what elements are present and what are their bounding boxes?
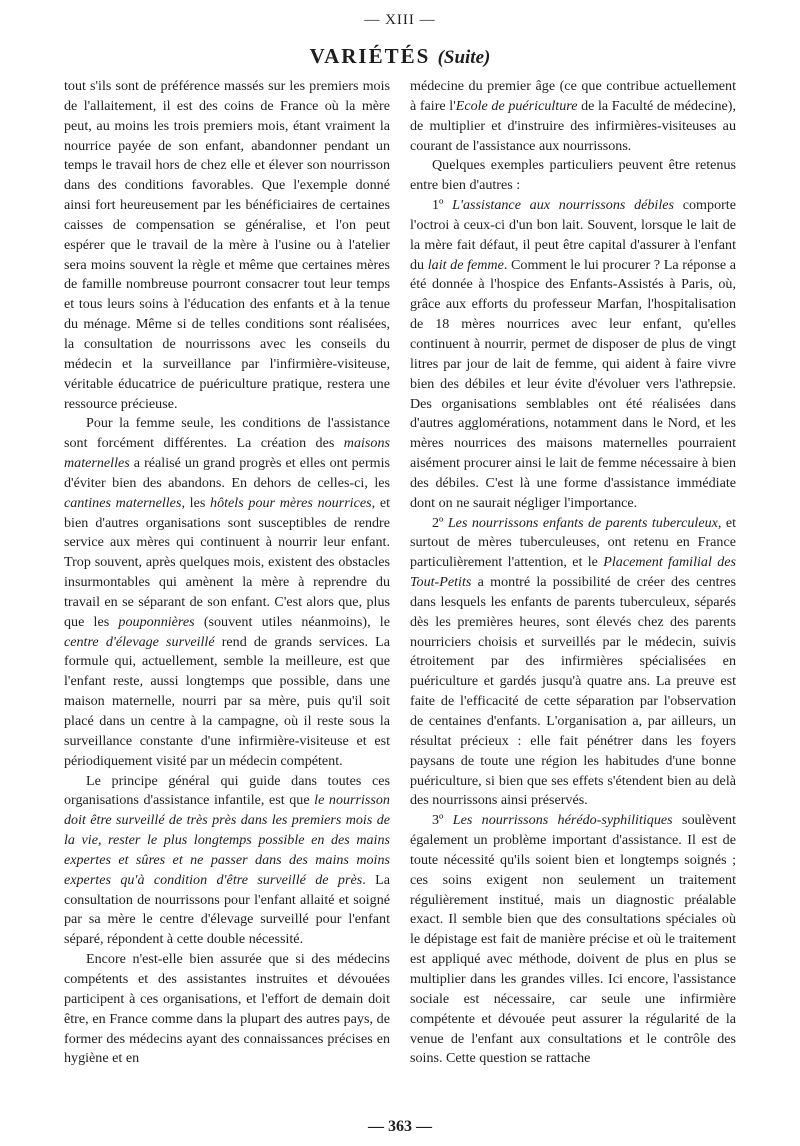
right-paragraph-1 bbox=[410, 77, 736, 156]
left-paragraph-2 bbox=[64, 414, 390, 771]
text-span: a montré la possibilité de créer des centres dans lesquels les enfants de parents tuberculeux, séparés dès les premières heures, sont élevés chez des parents nourriciers choisis et surveillés par le médecin, suivis étroitement par des infirmières spécialisées en puériculture et gardés jusqu'à quatre ans. La preuve est faite de l'efficacité de cette séparation par l'observation de centaines d'enfants. L'organisation a, par ailleurs, un résultat précieux : elle fait pénétrer dans les foyers paysans de toute une région les habitudes d'une bonne puériculture, si bien que ses effets s'étendent bien au delà des nourrissons ainsi préservés. bbox=[410, 574, 736, 809]
italic-term: hôtels pour mères nourrices bbox=[210, 494, 372, 511]
italic-term: centre d'élevage surveillé bbox=[64, 633, 215, 650]
right-column bbox=[410, 77, 736, 1069]
italic-principle: le nourrisson doit être surveillé de très près dans les premiers mois de la vie, rester le plus longtemps possible en des mains expertes et sûres et ne passer dans des mains moins expertes qu'à condition d'être surveillé de près bbox=[64, 792, 390, 888]
text-span: , et bien d'autres organisations sont susceptibles de rendre service aux mères qui continuent à nourrir leur enfant. Trop souvent, après quelques mois, existent des obstacles insurmontables qui amènent la mère à reprendre du travail en se séparant de son enfant. C'est alors que, plus que les bbox=[64, 494, 390, 630]
section-title-text: VARIÉTÉS bbox=[309, 44, 431, 68]
text-span: (souvent utiles néanmoins), le bbox=[194, 613, 390, 630]
list-number: 2º bbox=[432, 514, 448, 531]
text-span: de la Faculté de médecine), de multiplier et d'instruire des infirmières-visiteuses au courant de l'assistance aux nourrissons. bbox=[410, 97, 736, 154]
left-column bbox=[64, 77, 390, 1069]
page-number: — 363 — bbox=[368, 1118, 432, 1135]
list-number: 1º bbox=[432, 197, 453, 214]
section-title bbox=[0, 44, 800, 69]
right-paragraph-3 bbox=[410, 196, 736, 514]
text-span: , les bbox=[181, 494, 211, 511]
italic-term: maisons maternelles bbox=[64, 435, 390, 472]
right-paragraph-2: Quelques exemples particuliers peuvent être retenus entre bien d'autres : bbox=[410, 157, 736, 194]
italic-term: cantines maternelles bbox=[64, 494, 182, 511]
text-span: , et surtout de mères tuberculeuses, ont retenu en France particulièrement l'attention, et le bbox=[410, 514, 736, 571]
text-span: Le principe général qui guide dans toutes ces organisations d'assistance infantile, est que bbox=[64, 772, 390, 809]
section-subtitle: (Suite) bbox=[437, 47, 491, 68]
text-span: soulèvent également un problème important d'assistance. Il est de toute nécessité qu'ils soient bien et longtemps soignés ; ces soins exigent non seulement un traitement régulièrement institué, mais un diagnostic préalable exact. Il semble bien que des consultations spéciales où le dépistage est fait de manière précise et où le traitement est appliqué avec méthode, doivent de plus en plus se multiplier dans les grandes villes. Ici encore, l'assistance sociale est nécessaire, car seule une infirmière compétente et dévouée peut assurer la régularité de la venue de l'enfant aux consultations et le contrôle des soins. Cette question se rattache bbox=[410, 812, 736, 1067]
list-number: 3º bbox=[432, 812, 453, 829]
text-span: médecine du premier âge (ce que contribue actuellement à faire l' bbox=[410, 78, 736, 114]
text-span: a réalisé un grand progrès et elles ont permis d'éviter bien des abandons. En dehors de celles-ci, les bbox=[64, 455, 390, 491]
left-paragraph-3 bbox=[64, 772, 390, 951]
left-paragraph-4: Encore n'est-elle bien assurée que si des médecins compétents et des assistantes instruites et dévouées participent à ces organisations, et l'effort de demain doit être, en France comme dans la plupart des autres pays, de former des médecins ayant des connaissances précises en hygiène et en bbox=[64, 951, 390, 1067]
right-paragraph-5 bbox=[410, 811, 736, 1069]
italic-term: lait de femme bbox=[427, 256, 504, 273]
text-span: Pour la femme seule, les conditions de l'assistance sont forcément différentes. La création des bbox=[64, 415, 390, 452]
right-paragraph-4 bbox=[410, 514, 736, 812]
header-roman-numeral: — XIII — bbox=[364, 12, 436, 28]
text-span: comporte l'octroi à ceux-ci d'un bon lait. Souvent, lorsque le lait de la mère fait défaut, il peut être capital d'assurer à l'enfant du bbox=[410, 197, 736, 273]
text-span: rend de grands services. La formule qui, actuellement, semble la meilleure, est que l'enfant reste, aussi longtemps que possible, dans une maison maternelle, nourri par sa mère, puis qu'il soit placé dans un centre à la campagne, où il reste sous la surveillance constante d'une infirmière-visiteuse et est périodiquement visité par un médecin compétent. bbox=[64, 633, 390, 769]
text-span: . Comment le lui procurer ? La réponse a été donnée à l'hospice des Enfants-Assistés à Paris, où, grâce aux efforts du professeur Marfan, l'hospitalisation de 18 mères nourrices avec leur enfant, qu'elles continuent à nourrir, permet de disposer de plus de vingt litres par jour de lait de femme, qui aident à faire vivre bien des débiles et leur évite d'évoluer vers l'athrepsie. Des organisations semblables ont été réalisées dans d'autres agglomérations, notamment dans le Nord, et les mères nourrices des maisons maternelles pourraient aisément procurer ainsi le lait de femme nécessaire à bien des débiles. C'est là une forme d'assistance immédiate dont on ne saurait négliger l'importance. bbox=[410, 256, 736, 511]
italic-term: Placement familial des Tout-Petits bbox=[410, 554, 736, 591]
italic-heading: Les nourrissons hérédo-syphilitiques bbox=[452, 812, 673, 829]
italic-term: Ecole de puériculture bbox=[455, 97, 578, 114]
text-span: . La consultation de nourrissons pour l'enfant allaité et soigné par sa mère le centre d'élevage surveillé pour l'enfant séparé, répondent à cette double nécessité. bbox=[64, 871, 390, 948]
italic-heading: Les nourrissons enfants de parents tuberculeux bbox=[447, 514, 718, 531]
italic-term: pouponnières bbox=[118, 613, 195, 630]
left-paragraph-1: tout s'ils sont de préférence massés sur les premiers mois de l'allaitement, il est des coins de France où la mère peut, au moins les trois premiers mois, étant vraiment la nourrice payée de son enfant, abandonner pendant un temps le travail hors de chez elle et élever son nourrisson dans des conditions favorables. Que l'exemple donné ainsi fort heureusement par les bénéficiaires de certaines caisses de compensation se généralise, et l'on peut espérer que le travail de la mère à l'usine ou à l'atelier sera moins souvent la règle et même que certaines mères de famille nombreuse pourront consacrer tout leur temps et tous leurs soins à l'éducation des enfants et à la tenue du ménage. Même si de telles conditions sont réalisées, la consultation de nourrissons avec les conseils du médecin et la surveillance par l'infirmière-visiteuse, véritable éducatrice de puériculture pratique, restera une ressource précieuse. bbox=[64, 78, 390, 412]
italic-heading: L'assistance aux nourrissons débiles bbox=[452, 197, 675, 214]
